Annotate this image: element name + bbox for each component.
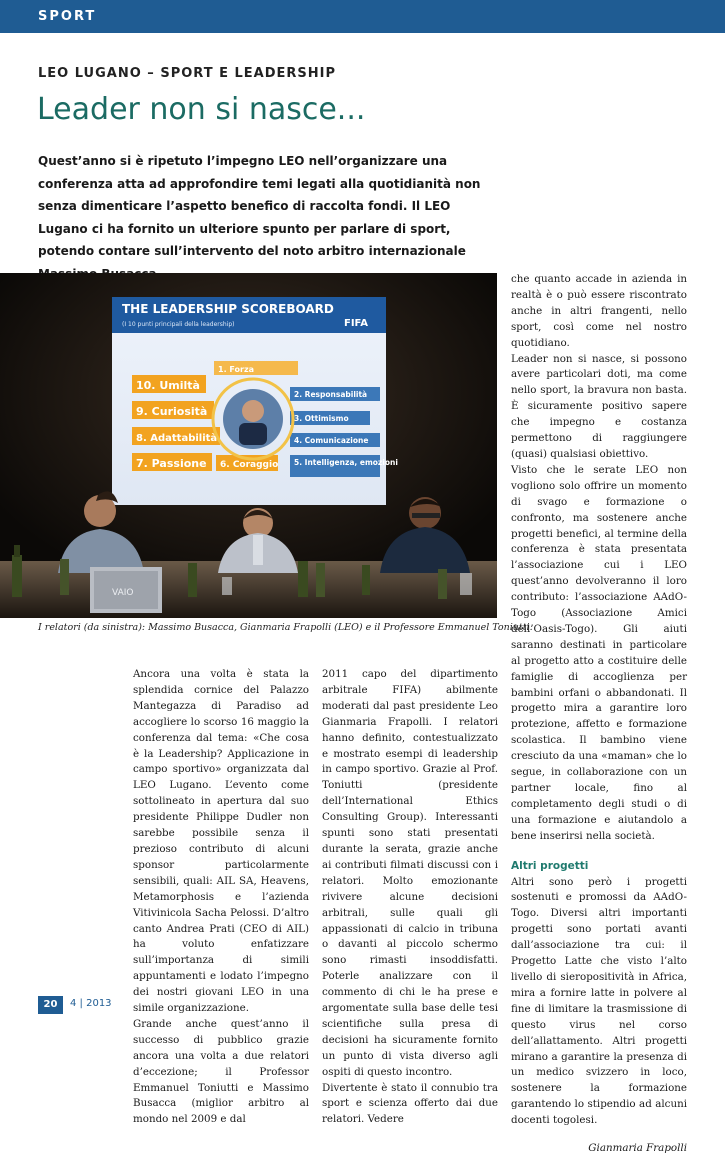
photo-illustration	[0, 273, 497, 618]
slide-item-3: 3. Ottimismo	[294, 414, 349, 423]
section-label: SPORT	[38, 9, 97, 24]
page-number: 20	[38, 996, 63, 1014]
subheading: Altri progetti	[511, 859, 589, 872]
paragraph: che quanto accade in azienda in realtà è o può essere riscontrato anche in altri frangenti, nello sport, così come nel nostro quotidiano.	[511, 273, 687, 349]
slide-title: THE LEADERSHIP SCOREBOARD	[122, 302, 334, 316]
laptop-brand: VAIO	[112, 588, 134, 598]
kicker: LEO LUGANO – SPORT E LEADERSHIP	[38, 66, 337, 81]
paragraph: 2011 capo del dipartimento arbitrale FIFA) abilmente moderati dal past presidente Leo Gianmaria Frapolli. I relatori hanno definito, contestualizzato e mostrato esempi di leadership in campo sportivo. Grazie al Prof. Toniutti (presidente dell’International Ethics Consulting Group). Interessanti spunti sono stati presentati durante la serata, grazie anche ai contributi filmati discussi con i relatori. Molto emozionante rivivere alcune decisioni arbitrali, sulle quali gli appassionati di calcio in tribuna o davanti al piccolo schermo sono rimasti insoddisfatti. Poterle analizzare con il commento di chi le ha prese e argomentate sulla base delle tesi scientifiche sulla presa di decisioni ha sicuramente fornito un punto di vista diverso agli ospiti di questo incontro.	[322, 668, 498, 1078]
slide-item-1: 1. Forza	[218, 365, 255, 374]
slide-item-9: 9. Curiosità	[136, 405, 208, 418]
fifa-logo: FIFA	[344, 318, 368, 329]
column-3	[511, 272, 687, 1157]
slide-item-5: 5. Intelligenza, emozioni	[294, 458, 398, 467]
headline: Leader non si nasce...	[37, 92, 366, 127]
paragraph: Grande anche quest’anno il successo di pubblico grazie ancora una volta a due relatori d’eccezione; il Professor Emmanuel Toniutti e Massimo Busacca (miglior arbitro al mondo nel 2009 e dal	[133, 1017, 309, 1126]
lead-paragraph: Quest’anno si è ripetuto l’impegno LEO nell’organizzare una conferenza atta ad approfondire temi legati alla quotidianità non senza dimenticare l’aspetto benefico di raccolta fondi. Il LEO Lugano ci ha fornito un ulteriore spunto per parlare di sport, potendo contare sull’intervento del noto arbitro internazionale	[38, 154, 481, 258]
column-2	[322, 667, 498, 1128]
paragraph: Ancora una volta è stata la splendida cornice del Palazzo Mantegazza di Paradiso ad accogliere lo scorso 16 maggio la conferenza dal tema: «Che cosa è la Leadership? Applicazione in campo sportivo» organizzata dal LEO Lugano. L’evento come sottolineato in apertura dal suo presidente Philippe Dudler non sarebbe possibile senza il prezioso contributo di alcuni sponsor particolarmente sensibili, quali: AIL SA, Heavens, Metamorphosis e l’azienda Vitivinicola Sacha Pelossi. D’altro canto Andrea Prati (CEO di AIL) ha voluto enfatizzare sull’importanza di simili appuntamenti e lodato l’impegno dei nostri giovani LEO in una simile organizzazione.	[133, 668, 309, 1015]
paragraph: Visto che le serate LEO non vogliono solo offrire un momento di svago e formazione o confronto, ma sostenere anche progetti benefici, al termine della conferenza è stata presentata l’associazione cui i LEO quest’anno devolveranno il loro contributo: l’associazione AAdO-Togo (Associazione Amici dell’Oasis-Togo). Gli aiuti saranno destinati in particolare al progetto atto a costituire delle famiglie di accoglienza per bambini orfani o abbandonati. Il progetto mira a garantire loro protezione, affetto e formazione scolastica. Il bambino viene cresciuto da una «maman» che lo segue, in collaborazione con un partner locale, fino al completamento degli studi o di una formazione e aiutandolo a bene inserirsi nella società.	[511, 463, 687, 842]
slide-item-8: 8. Adattabilità	[136, 433, 218, 444]
issue-label: 4 | 2013	[70, 998, 112, 1009]
photo-caption: I relatori (da sinistra): Massimo Busacca, Gianmaria Frapolli (LEO) e il Professore Emmanuel Toniutti.	[38, 622, 533, 633]
author-signature: Gianmaria Frapolli	[588, 1142, 687, 1155]
section-bar	[0, 0, 725, 33]
event-photo	[0, 273, 497, 618]
slide-item-4: 4. Comunicazione	[294, 436, 369, 445]
slide-subtitle: (I 10 punti principali della leadership)	[122, 321, 235, 328]
slide-item-10: 10. Umiltà	[136, 379, 200, 392]
slide-item-2: 2. Responsabilità	[294, 390, 368, 399]
column-1	[133, 667, 309, 1128]
laptop	[90, 567, 162, 613]
paragraph: Leader non si nasce, si possono avere particolari doti, ma come nello sport, la bravura non basta. È sicuramente positivo sapere che impegno e costanza permettono di raggiungere (quasi) qualsiasi obiettivo.	[511, 352, 687, 460]
paragraph: Divertente è stato il connubio tra sport e scienza offerto dai due relatori. Vedere	[322, 1081, 498, 1126]
slide-item-6: 6. Coraggio	[220, 460, 279, 470]
slide-item-7: 7. Passione	[136, 457, 207, 470]
paragraph: Altri sono però i progetti sostenuti e promossi da AAdO-Togo. Diversi altri importanti progetti sono portati avanti dall’associazione tra cui: il Progetto Latte che visto l’alto livello di sieropositività in Africa, mira a fornire latte in polvere al fine di limitare la trasmissione di questo virus nel corso dell’allattamento. Altri progetti mirano a garantire la presenza di un medico svizzero in loco, sostenere la formazione garantendo lo stipendio ad alcuni docenti togolesi.	[511, 875, 687, 1127]
